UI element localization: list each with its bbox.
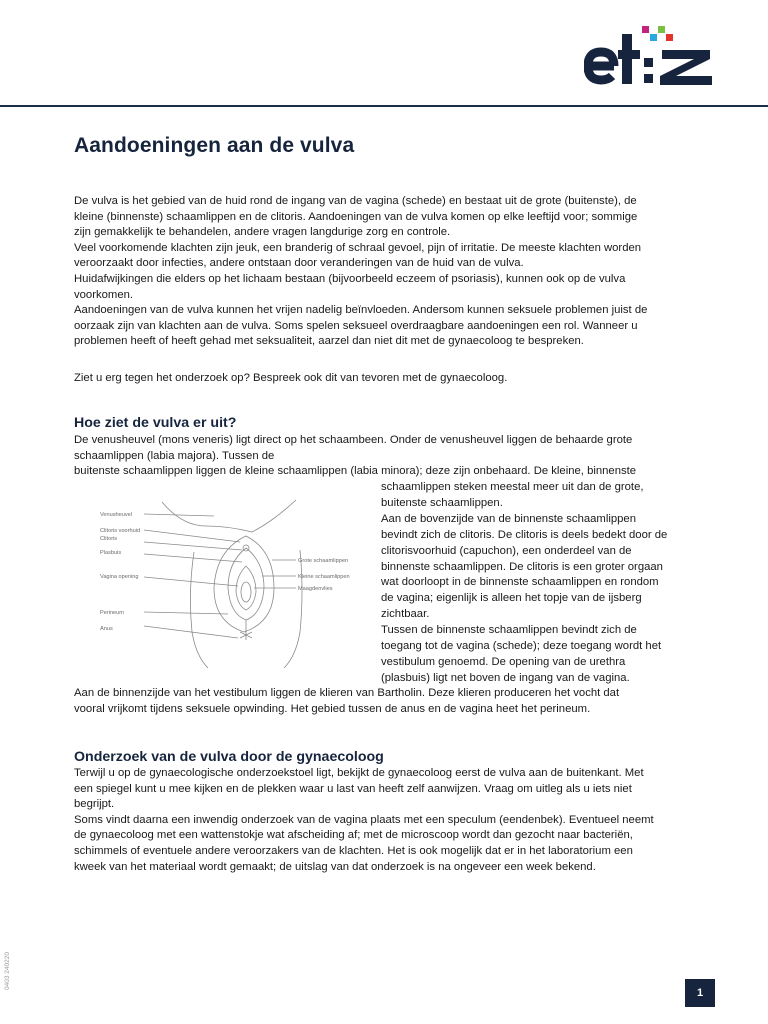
text-line: Huidafwijkingen die elders op het lichaam bestaan (bijvoorbeeld eczeem of psoriasis), kunnen ook op de vulva bbox=[74, 272, 626, 285]
vulva-anatomy-diagram bbox=[96, 492, 366, 668]
text-line: Aandoeningen van de vulva kunnen het vrijen nadelig beïnvloeden. Andersom kunnen seksuele problemen juist de bbox=[74, 304, 648, 317]
text-line: buitenste schaamlippen. bbox=[381, 496, 503, 509]
figure-label: Clitoris bbox=[100, 536, 118, 542]
intro-question bbox=[74, 371, 698, 387]
figure-label: Maagdenvlies bbox=[298, 586, 333, 592]
text-line: wat doorloopt in de binnenste schaamlippen en rondom bbox=[381, 576, 659, 589]
text-line: problemen heeft of heeft gehad met seksualiteit, aarzel dan niet dit met de gynaecoloog te bespreken. bbox=[74, 335, 584, 348]
figure-label: Vagina opening bbox=[100, 574, 139, 580]
text-line: De venusheuvel (mons veneris) ligt direct op het schaambeen. Onder de venusheuvel liggen de behaarde grote bbox=[74, 434, 633, 446]
page-title: Aandoeningen aan de vulva bbox=[74, 134, 355, 157]
text-line: Aan de bovenzijde van de binnenste schaamlippen bbox=[381, 512, 636, 525]
text-line: de vagina; eigenlijk is alleen het topje van de ijsberg bbox=[381, 592, 642, 605]
text-line: schaamlippen steken meestal meer uit dan de grote, bbox=[381, 481, 644, 493]
section-heading-examination: Onderzoek van de vulva door de gynaecoloog bbox=[74, 749, 384, 765]
figure-label: Kleine schaamlippen bbox=[298, 574, 350, 580]
figure-label: Grote schaamlippen bbox=[298, 558, 349, 564]
figure-label: Venusheuvel bbox=[100, 512, 133, 518]
text-line: begrijpt. bbox=[74, 798, 115, 811]
text-line: zijn gemakkelijk te behandelen, andere vragen langdurige zorg en controle. bbox=[74, 226, 451, 239]
text-line: toegang tot de vagina (schede); deze toegang wordt het bbox=[381, 640, 662, 653]
intro-paragraph bbox=[74, 194, 698, 350]
text-line: veroorzaakt door infecties, andere ontstaan door veranderingen van de huid van de vulva. bbox=[74, 257, 524, 270]
text-line: Soms vindt daarna een inwendig onderzoek van de vagina plaats met een speculum (eendenbek). Eventueel neemt bbox=[74, 813, 654, 826]
page-number: 1 bbox=[685, 979, 715, 1007]
figure-label: Plasbuis bbox=[100, 550, 122, 556]
text-line: Aan de binnenzijde van het vestibulum liggen de klieren van Bartholin. Deze klieren produceren het vocht dat bbox=[74, 687, 620, 699]
text-line: voorkomen. bbox=[74, 288, 134, 301]
anatomy-paragraph-bottom bbox=[74, 686, 698, 717]
examination-paragraph bbox=[74, 766, 698, 875]
text-line: kleine (binnenste) schaamlippen en de clitoris. Aandoeningen van de vulva komen op elke leeftijd voor; sommige bbox=[74, 210, 638, 223]
text-line: bevindt zich de clitoris. De clitoris is deels bedekt door de bbox=[381, 528, 668, 541]
text-line: binnenste schaamlippen. De clitoris is een groter orgaan bbox=[381, 560, 663, 573]
text-line: schaamlippen (labia majora). Tussen de bbox=[74, 449, 275, 462]
text-line: zichtbaar. bbox=[381, 608, 430, 621]
anatomy-paragraph-right bbox=[381, 480, 701, 687]
figure-label: Perineum bbox=[100, 610, 124, 616]
text-line: Veel voorkomende klachten zijn jeuk, een branderig of schraal gevoel, pijn of irritatie. De meeste klachten worden bbox=[74, 241, 642, 254]
text-line: een spiegel kunt u mee kijken en de plekken waar u last van heeft zelf aanwijzen. Vraag om uitleg als u iets niet bbox=[74, 782, 632, 795]
figure-label: Anus bbox=[100, 626, 113, 632]
text-line: vooral vrijkomt tijdens seksuele opwinding. Het gebied tussen de anus en de vagina heet het perineum. bbox=[74, 702, 591, 715]
text-line: (plasbuis) ligt net boven de ingang van de vagina. bbox=[381, 671, 630, 684]
text-line: oorzaak zijn van klachten aan de vulva. Soms spelen seksueel overdraagbare aandoeningen een rol. Wanneer u bbox=[74, 319, 638, 332]
text-line: Terwijl u op de gynaecologische onderzoekstoel ligt, bekijkt de gynaecoloog eerst de vulva aan de buitenkant. Met bbox=[74, 767, 644, 779]
text-line: clitorisvoorhuid (capuchon), een onderdeel van de bbox=[381, 544, 632, 557]
header-divider bbox=[0, 105, 768, 107]
text-line: Ziet u erg tegen het onderzoek op? Bespreek ook dit van tevoren met de gynaecoloog. bbox=[74, 372, 508, 384]
text-line: schimmels of eventuele andere veroorzakers van de klachten. Het is ook mogelijk dat er in het laboratorium een bbox=[74, 844, 633, 857]
anatomy-paragraph-top bbox=[74, 433, 698, 480]
etz-logo bbox=[584, 24, 716, 90]
text-line: Tussen de binnenste schaamlippen bevindt zich de bbox=[381, 624, 637, 637]
section-heading-anatomy: Hoe ziet de vulva er uit? bbox=[74, 415, 237, 431]
text-line: kweek van het materiaal wordt gemaakt; de uitslag van dat onderzoek is na ongeveer een week bekend. bbox=[74, 860, 596, 873]
text-line: De vulva is het gebied van de huid rond de ingang van de vagina (schede) en bestaat uit de grote (buitenste), de bbox=[74, 195, 637, 207]
text-line: buitenste schaamlippen liggen de kleine schaamlippen (labia minora); deze zijn onbehaard. De kleine, binnenste bbox=[74, 465, 637, 478]
text-line: de gynaecoloog met een wattenstokje wat afscheiding af; met de microscoop wordt dan gezocht naar bacteriën, bbox=[74, 829, 633, 842]
text-line: vestibulum genoemd. De opening van de urethra bbox=[381, 655, 626, 668]
document-code: 0403 240220 bbox=[4, 952, 11, 990]
figure-label: Clitoris voorhuid bbox=[100, 528, 141, 534]
